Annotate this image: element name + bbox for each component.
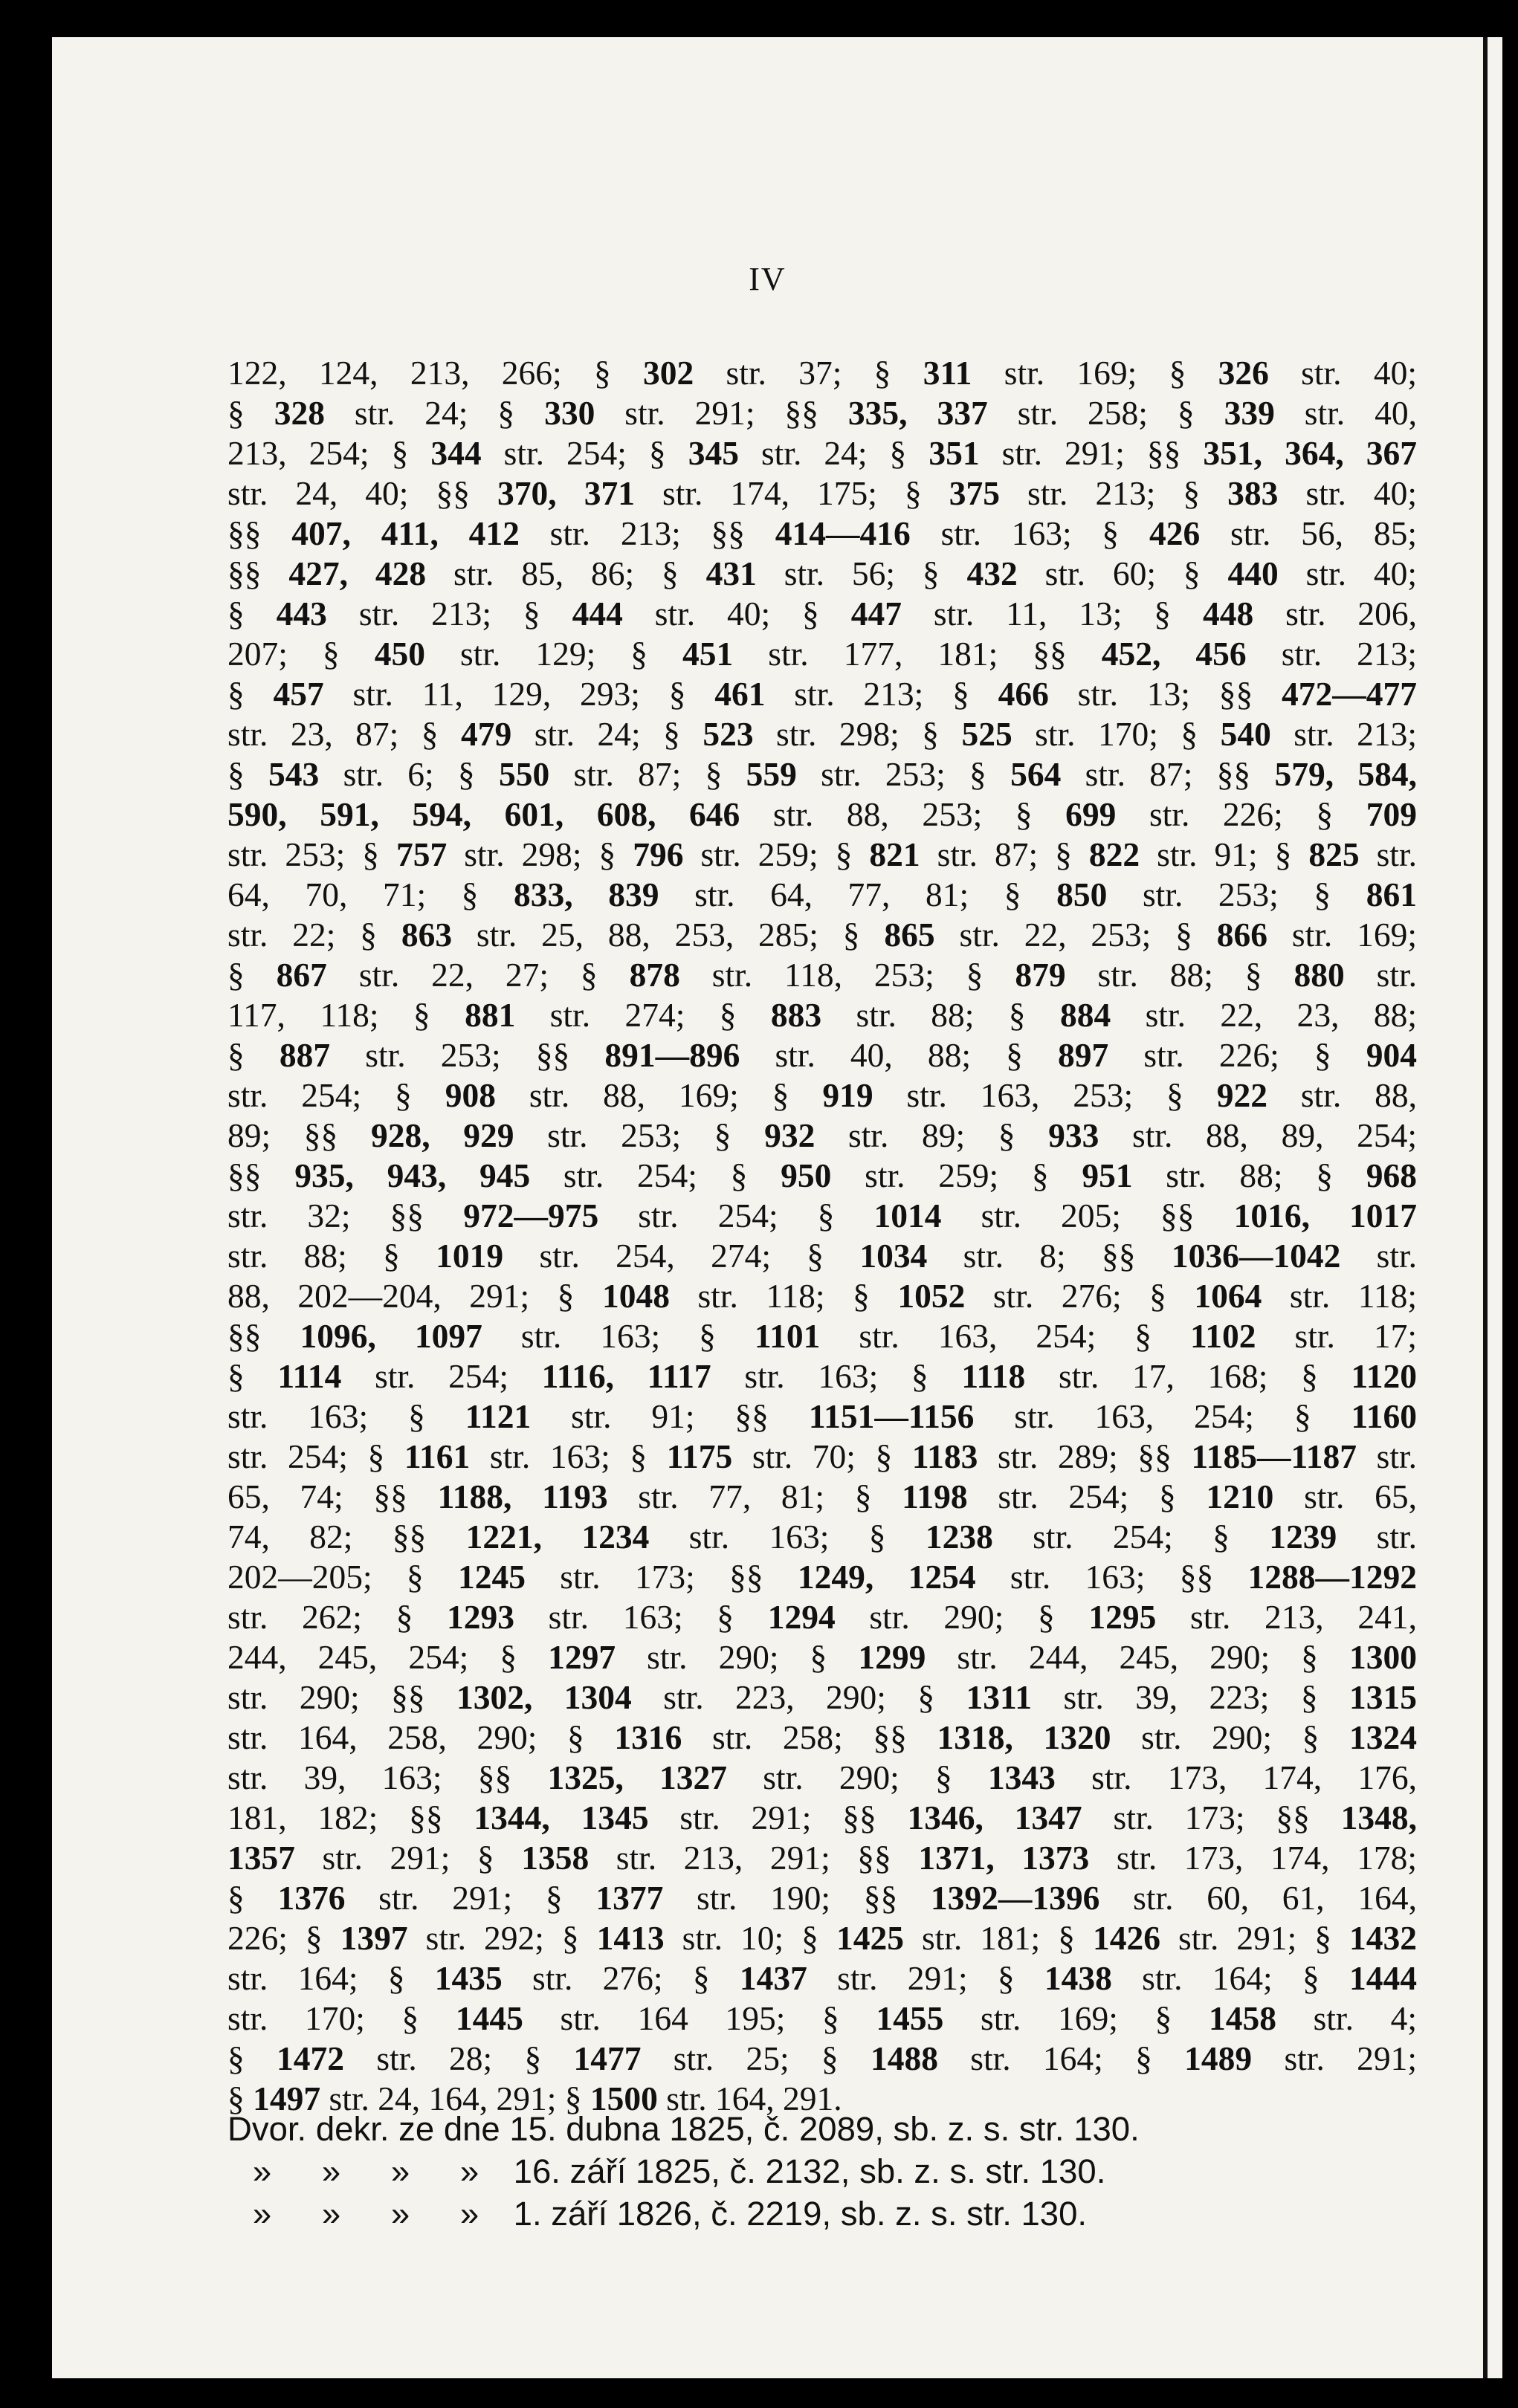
index-line: §§ 935, 943, 945 str. 254; § 950 str. 259; § 951 str. 88; § 968 bbox=[227, 1156, 1418, 1194]
ditto-mark: » bbox=[390, 2152, 410, 2190]
index-line: § 1376 str. 291; § 1377 str. 190; §§ 1392—1396 str. 60, 61, 164, bbox=[227, 1879, 1417, 1917]
index-line: 122, 124, 213, 266; § 302 str. 37; § 311 str. 169; § 326 str. 40; bbox=[227, 354, 1417, 392]
decree-line bbox=[227, 2150, 1417, 2192]
index-line: str. 290; §§ 1302, 1304 str. 223, 290; § 1311 str. 39, 223; § 1315 bbox=[227, 1678, 1417, 1716]
decree-text: 1. září 1826, č. 2219, sb. z. s. str. 130. bbox=[513, 2195, 1088, 2233]
page-edge bbox=[1483, 37, 1502, 2378]
index-line: str. 253; § 757 str. 298; § 796 str. 259; § 821 str. 87; § 822 str. 91; § 825 str. bbox=[227, 835, 1417, 873]
ditto-mark: » bbox=[459, 2152, 479, 2190]
index-line: § 867 str. 22, 27; § 878 str. 118, 253; § 879 str. 88; § 880 str. bbox=[227, 956, 1417, 994]
index-line: str. 88; § 1019 str. 254, 274; § 1034 str. 8; §§ 1036—1042 str. bbox=[227, 1237, 1417, 1275]
book-page bbox=[52, 37, 1483, 2378]
ditto-mark: » bbox=[459, 2195, 479, 2233]
index-line: § 1472 str. 28; § 1477 str. 25; § 1488 str. 164; § 1489 str. 291; bbox=[227, 2039, 1418, 2077]
index-line: 1357 str. 291; § 1358 str. 213, 291; §§ 1371, 1373 str. 173, 174, 178; bbox=[227, 1839, 1418, 1877]
index-line: str. 164, 258, 290; § 1316 str. 258; §§ 1318, 1320 str. 290; § 1324 bbox=[227, 1718, 1418, 1756]
index-line: 65, 74; §§ 1188, 1193 str. 77, 81; § 1198 str. 254; § 1210 str. 65, bbox=[227, 1478, 1417, 1515]
index-line: str. 163; § 1121 str. 91; §§ 1151—1156 str. 163, 254; § 1160 bbox=[227, 1397, 1417, 1435]
index-line: 207; § 450 str. 129; § 451 str. 177, 181; §§ 452, 456 str. 213; bbox=[227, 635, 1417, 673]
index-line: § 328 str. 24; § 330 str. 291; §§ 335, 337 str. 258; § 339 str. 40, bbox=[227, 394, 1417, 432]
index-line: str. 164; § 1435 str. 276; § 1437 str. 291; § 1438 str. 164; § 1444 bbox=[227, 1959, 1417, 1997]
decree-line bbox=[227, 2108, 1417, 2150]
index-line: str. 254; § 908 str. 88, 169; § 919 str. 163, 253; § 922 str. 88, bbox=[227, 1076, 1417, 1114]
index-line: §§ 1096, 1097 str. 163; § 1101 str. 163, 254; § 1102 str. 17; bbox=[227, 1317, 1417, 1355]
index-line: § 887 str. 253; §§ 891—896 str. 40, 88; § 897 str. 226; § 904 bbox=[227, 1036, 1418, 1074]
index-line: 244, 245, 254; § 1297 str. 290; § 1299 str. 244, 245, 290; § 1300 bbox=[227, 1638, 1417, 1676]
index-line: str. 24, 40; §§ 370, 371 str. 174, 175; § 375 str. 213; § 383 str. 40; bbox=[227, 474, 1417, 512]
decree-text: 15. dubna 1825, č. 2089, sb. z. s. str. 130. bbox=[509, 2110, 1140, 2148]
ditto-mark: » bbox=[390, 2195, 410, 2233]
decree-list bbox=[227, 2108, 1417, 2235]
index-line: §§ 427, 428 str. 85, 86; § 431 str. 56; § 432 str. 60; § 440 str. 40; bbox=[227, 554, 1417, 592]
page-number: IV bbox=[749, 261, 787, 297]
index-line: 202—205; § 1245 str. 173; §§ 1249, 1254 str. 163; §§ 1288—1292 bbox=[227, 1558, 1417, 1596]
ditto-mark: » bbox=[321, 2152, 341, 2190]
index-line: § 1497 str. 24, 164, 291; § 1500 str. 164, 291. bbox=[227, 2080, 842, 2117]
index-line: 590, 591, 594, 601, 608, 646 str. 88, 253; § 699 str. 226; § 709 bbox=[227, 795, 1417, 833]
ditto-mark: » bbox=[321, 2195, 341, 2233]
index-line: § 1114 str. 254; 1116, 1117 str. 163; § 1118 str. 17, 168; § 1120 bbox=[227, 1357, 1417, 1395]
index-line: 213, 254; § 344 str. 254; § 345 str. 24; § 351 str. 291; §§ 351, 364, 367 bbox=[227, 434, 1417, 472]
index-line: 226; § 1397 str. 292; § 1413 str. 10; § 1425 str. 181; § 1426 str. 291; § 1432 bbox=[227, 1919, 1417, 1957]
decree-text: 16. září 1825, č. 2132, sb. z. s. str. 130. bbox=[513, 2152, 1106, 2190]
index-line: str. 39, 163; §§ 1325, 1327 str. 290; § 1343 str. 173, 174, 176, bbox=[227, 1758, 1417, 1796]
index-line: str. 23, 87; § 479 str. 24; § 523 str. 298; § 525 str. 170; § 540 str. 213; bbox=[227, 715, 1417, 753]
index-line: 64, 70, 71; § 833, 839 str. 64, 77, 81; § 850 str. 253; § 861 bbox=[227, 876, 1417, 913]
index-text bbox=[227, 353, 1417, 2119]
index-line: str. 22; § 863 str. 25, 88, 253, 285; § 865 str. 22, 253; § 866 str. 169; bbox=[227, 916, 1417, 954]
index-line: str. 254; § 1161 str. 163; § 1175 str. 70; § 1183 str. 289; §§ 1185—1187 str. bbox=[227, 1437, 1417, 1475]
decree-prefix: Dvor. dekr. ze dne bbox=[227, 2110, 510, 2148]
ditto-mark: » bbox=[252, 2195, 272, 2233]
ditto-mark: » bbox=[252, 2152, 272, 2190]
decree-line bbox=[227, 2192, 1417, 2235]
index-line: str. 170; § 1445 str. 164 195; § 1455 str. 169; § 1458 str. 4; bbox=[227, 1999, 1417, 2037]
index-line: 89; §§ 928, 929 str. 253; § 932 str. 89; § 933 str. 88, 89, 254; bbox=[227, 1116, 1417, 1154]
index-line: § 543 str. 6; § 550 str. 87; § 559 str. 253; § 564 str. 87; §§ 579, 584, bbox=[227, 755, 1418, 793]
index-line: str. 262; § 1293 str. 163; § 1294 str. 290; § 1295 str. 213, 241, bbox=[227, 1598, 1417, 1636]
index-line: § 457 str. 11, 129, 293; § 461 str. 213; § 466 str. 13; §§ 472—477 bbox=[227, 675, 1418, 713]
index-line: 74, 82; §§ 1221, 1234 str. 163; § 1238 str. 254; § 1239 str. bbox=[227, 1518, 1417, 1556]
index-line: § 443 str. 213; § 444 str. 40; § 447 str. 11, 13; § 448 str. 206, bbox=[227, 595, 1417, 632]
index-line: 117, 118; § 881 str. 274; § 883 str. 88; § 884 str. 22, 23, 88; bbox=[227, 996, 1417, 1034]
index-line: §§ 407, 411, 412 str. 213; §§ 414—416 str. 163; § 426 str. 56, 85; bbox=[227, 514, 1417, 552]
index-line: str. 32; §§ 972—975 str. 254; § 1014 str. 205; §§ 1016, 1017 bbox=[227, 1197, 1418, 1234]
index-line: 88, 202—204, 291; § 1048 str. 118; § 1052 str. 276; § 1064 str. 118; bbox=[227, 1277, 1417, 1315]
index-line: 181, 182; §§ 1344, 1345 str. 291; §§ 1346, 1347 str. 173; §§ 1348, bbox=[227, 1799, 1417, 1836]
